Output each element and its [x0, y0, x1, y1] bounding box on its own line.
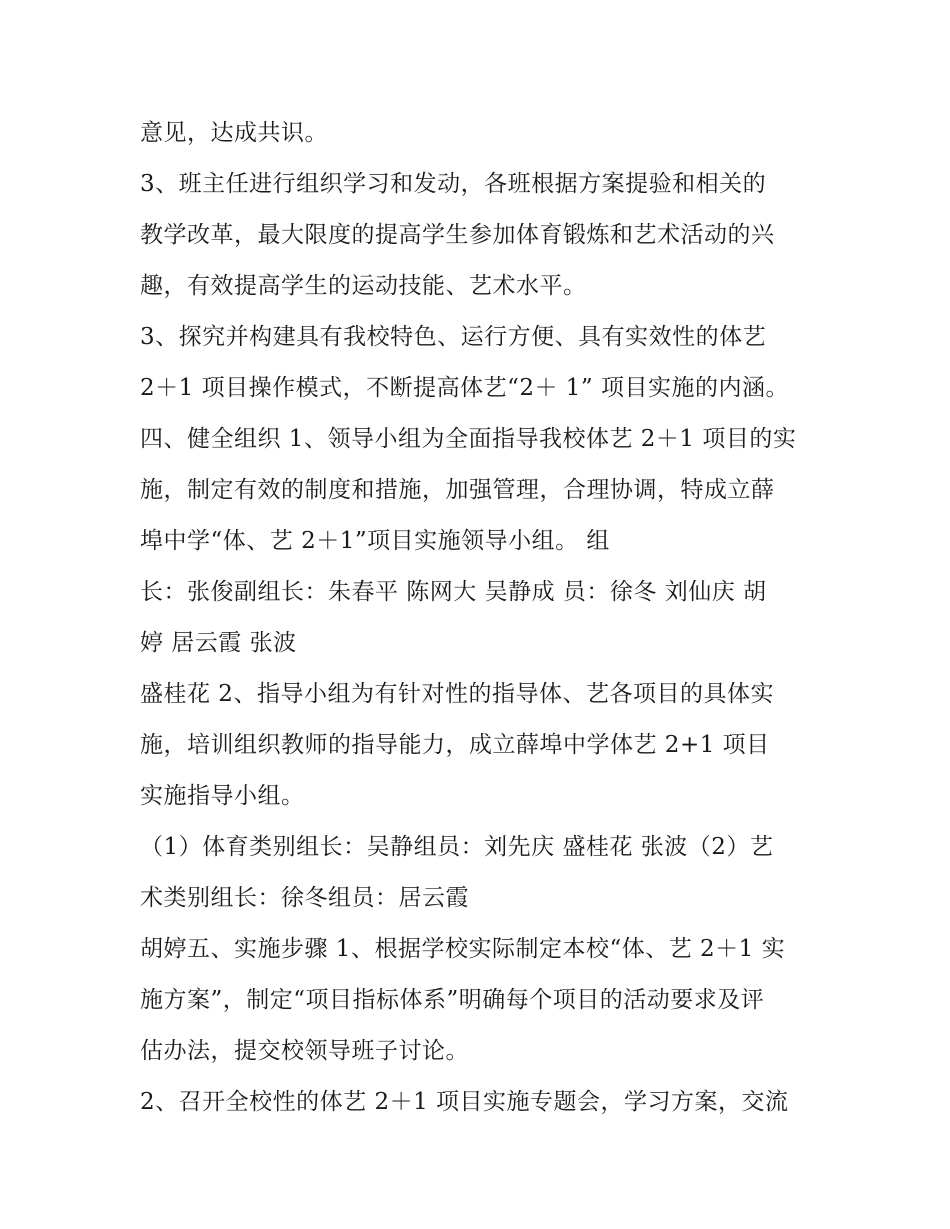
document-body — [140, 108, 820, 1128]
text-line: 埠中学“体、艺 2＋1”项目实施领导小组。 组 — [140, 528, 610, 554]
text-line: 盛桂花 2、指导小组为有针对性的指导体、艺各项目的具体实 — [140, 681, 774, 707]
text-line: 术类别组长：徐冬组员：居云霞 — [140, 885, 469, 911]
text-line: 四、健全组织 1、领导小组为全面指导我校体艺 2＋1 项目的实 — [140, 426, 797, 452]
text-line: 施方案”，制定“项目指标体系”明确每个项目的活动要求及评 — [140, 987, 765, 1013]
text-line: 趣，有效提高学生的运动技能、艺术水平。 — [140, 273, 587, 299]
text-line: 2、召开全校性的体艺 2＋1 项目实施专题会，学习方案，交流 — [140, 1089, 789, 1115]
text-line: 3、班主任进行组织学习和发动，各班根据方案提验和相关的 — [140, 171, 767, 197]
text-line: （1）体育类别组长：吴静组员：刘先庆 盛桂花 张波（2）艺 — [140, 834, 774, 860]
text-line: 施，制定有效的制度和措施，加强管理，合理协调，特成立薛 — [140, 477, 775, 503]
text-line: 2＋1 项目操作模式，不断提高体艺“2＋ 1” 项目实施的内涵。 — [140, 375, 789, 401]
text-line: 估办法，提交校领导班子讨论。 — [140, 1038, 469, 1064]
text-line: 教学改革，最大限度的提高学生参加体育锻炼和艺术活动的兴 — [140, 222, 775, 248]
text-line: 胡婷五、实施步骤 1、根据学校实际制定本校“体、艺 2＋1 实 — [140, 936, 786, 962]
text-line: 3、探究并构建具有我校特色、运行方便、具有实效性的体艺 — [140, 324, 767, 350]
text-line: 婷 居云霞 张波 — [140, 630, 297, 656]
text-line: 意见，达成共识。 — [140, 120, 328, 146]
text-line: 实施指导小组。 — [140, 783, 305, 809]
text-line: 施，培训组织教师的指导能力，成立薛埠中学体艺 2+1 项目 — [140, 732, 770, 758]
text-line: 长：张俊副组长：朱春平 陈网大 吴静成 员：徐冬 刘仙庆 胡 — [140, 579, 767, 605]
